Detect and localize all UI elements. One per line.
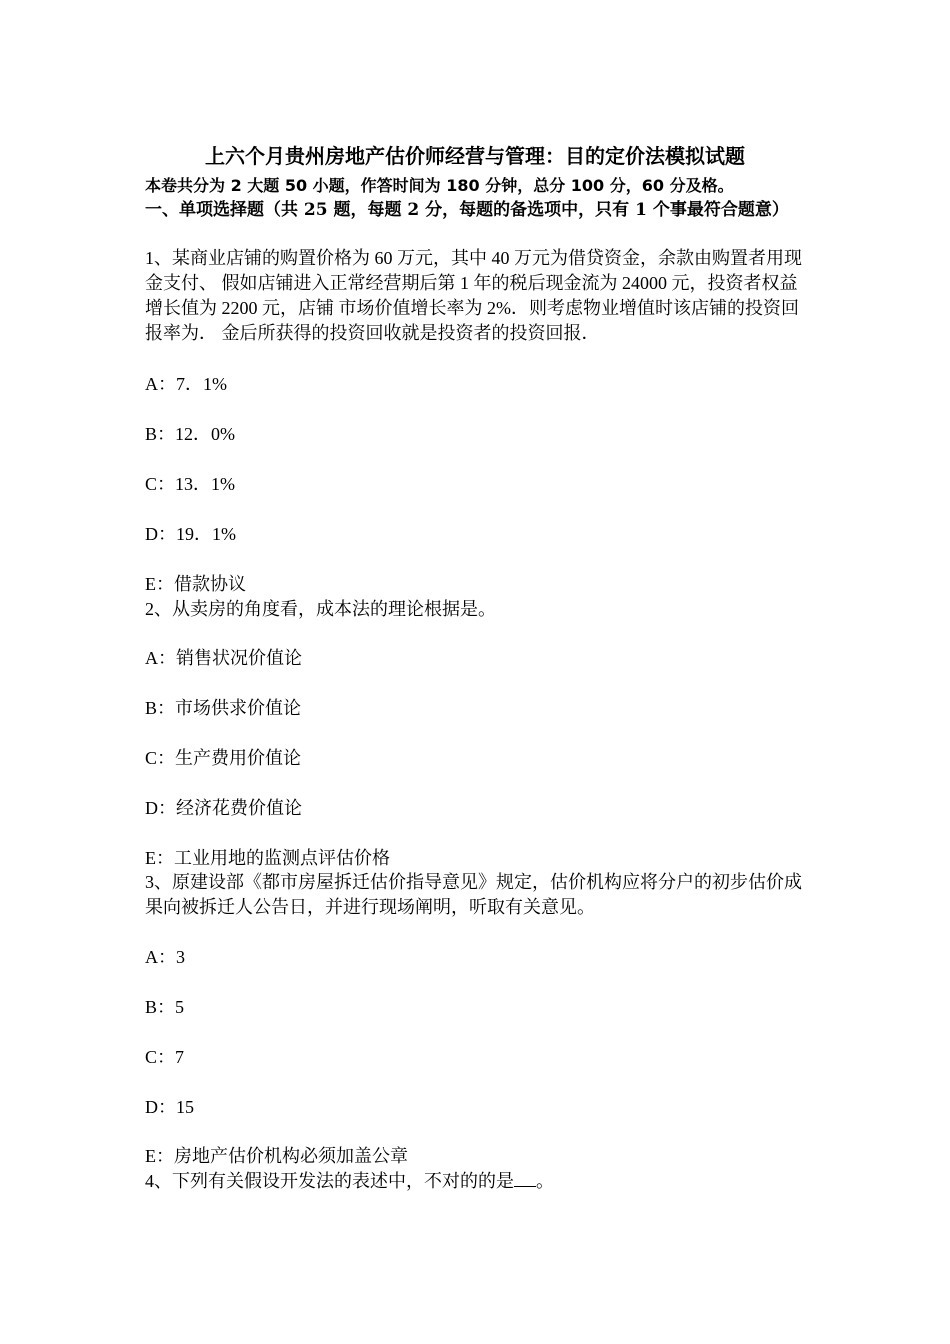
question-2-option-b: B：市场供求价值论 bbox=[145, 698, 302, 718]
question-1-text: 1、某商业店铺的购置价格为 60 万元，其中 40 万元为借贷资金，余款由购置者用现金支付、 假如店铺进入正常经营期后第 1 年的税后现金流为 24000 元，投资者权益增长值为 2200 元，店铺 市场价值增长率为 2%．则考虑物业增值时该店铺的投资回报率为． 金后所获得的投资回收就是投资者的投资回报． bbox=[145, 248, 802, 343]
exam-summary: 本卷共分为 2 大题 50 小题，作答时间为 180 分钟，总分 100 分，60 分及格。 bbox=[145, 176, 734, 195]
question-1-option-b: B：12．0% bbox=[145, 424, 235, 444]
question-3-option-d: D：15 bbox=[145, 1097, 194, 1117]
question-3-option-c: C：7 bbox=[145, 1047, 185, 1067]
document-title: 上六个月贵州房地产估价师经营与管理：目的定价法模拟试题 bbox=[205, 144, 745, 168]
question-2-option-e: E：工业用地的监测点评估价格 bbox=[145, 848, 390, 868]
question-4-text-start: 4、下列有关假设开发法的表述中，不对的的是 bbox=[145, 1171, 514, 1191]
question-1-option-d: D：19．1% bbox=[145, 524, 236, 544]
question-4-text bbox=[145, 1169, 813, 1194]
question-1-option-e: E：借款协议 bbox=[145, 574, 246, 594]
question-4-text-end: 。 bbox=[536, 1171, 554, 1191]
question-3-option-e: E：房地产估价机构必须加盖公章 bbox=[145, 1146, 408, 1166]
section-heading: 一、单项选择题（共 25 题，每题 2 分，每题的备选项中，只有 1 个事最符合题意） bbox=[145, 200, 789, 220]
question-2-option-c: C：生产费用价值论 bbox=[145, 748, 302, 768]
question-3-option-b: B：5 bbox=[145, 997, 185, 1017]
question-1-option-a: A：7．1% bbox=[145, 374, 227, 394]
question-3-option-a: A：3 bbox=[145, 947, 185, 967]
question-1-option-c: C：13．1% bbox=[145, 474, 235, 494]
question-3-text: 3、原建设部《都市房屋拆迁估价指导意见》规定，估价机构应将分户的初步估价成果向被拆迁人公告日，并进行现场阐明，听取有关意见。 bbox=[145, 872, 802, 917]
question-2-text: 2、从卖房的角度看，成本法的理论根据是。 bbox=[145, 599, 496, 619]
answer-blank bbox=[514, 1170, 536, 1187]
question-2-option-d: D：经济花费价值论 bbox=[145, 798, 302, 818]
question-2-option-a: A：销售状况价值论 bbox=[145, 648, 302, 668]
